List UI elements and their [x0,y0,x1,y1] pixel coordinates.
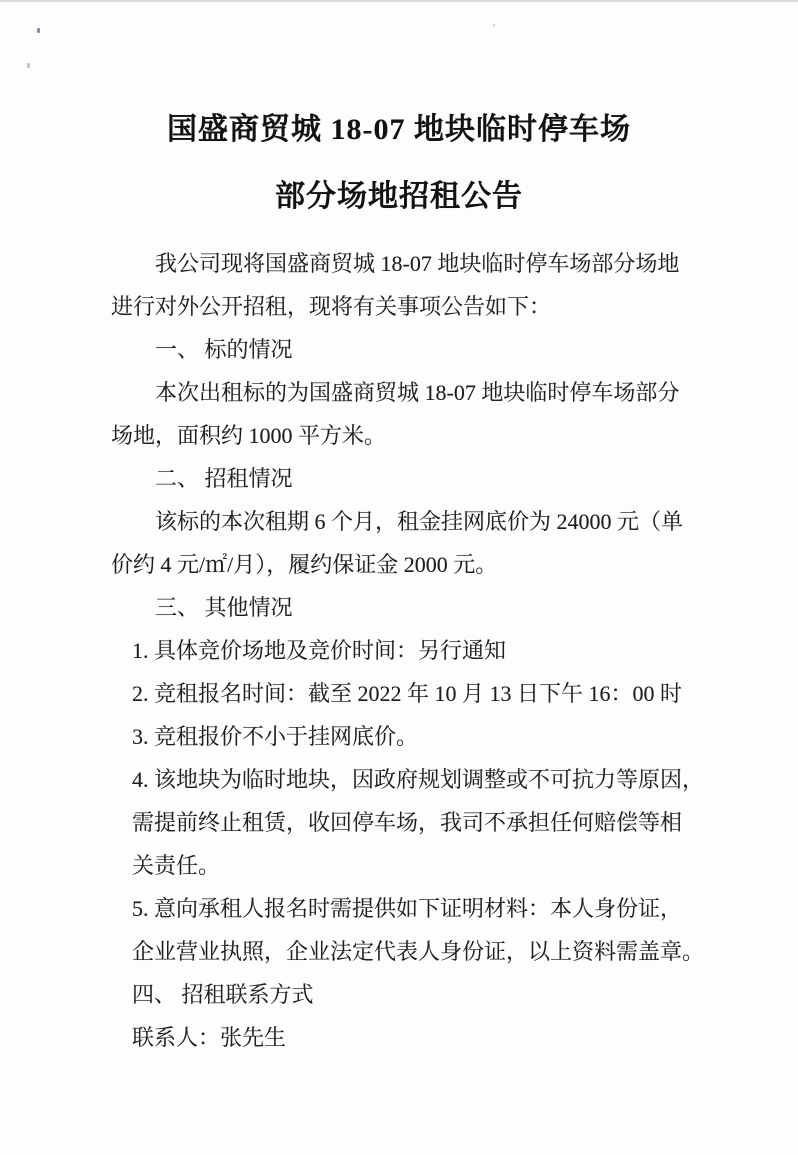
doc-line: 价约 4 元/㎡/月），履约保证金 2000 元。 [111,552,498,577]
doc-line: 进行对外公开招租，现将有关事项公告如下： [111,294,552,319]
doc-line section-heading: 四、 招租联系方式 [132,982,314,1007]
doc-line section-heading: 二、 招租情况 [155,466,293,491]
doc-line: 场地，面积约 1000 平方米。 [111,423,387,448]
doc-line: 企业营业执照，企业法定代表人身份证，以上资料需盖章。 [132,939,705,964]
document-body [111,0,705,1059]
doc-line: 本次出租标的为国盛商贸城 18-07 地块临时停车场部分 [155,380,680,405]
doc-line: 该标的本次租期 6 个月，租金挂网底价为 24000 元（单 [155,509,684,534]
scan-speck [493,24,495,27]
document-text [111,242,705,1059]
doc-line: 我公司现将国盛商贸城 18-07 地块临时停车场部分场地 [155,251,680,276]
doc-line: 联系人：张先生 [132,1025,287,1050]
scan-speck [37,28,40,33]
scan-edge-artifact [0,0,798,2]
doc-line: 关责任。 [132,853,221,878]
document-title-line-1: 国盛商贸城 18-07 地块临时停车场 [167,113,631,146]
doc-line section-heading: 一、 标的情况 [155,337,293,362]
doc-line: 4. 该地块为临时地块，因政府规划调整或不可抗力等原因， [132,767,705,792]
scan-speck [27,63,30,68]
doc-line section-heading: 三、 其他情况 [155,595,293,620]
doc-line: 5. 意向承租人报名时需提供如下证明材料：本人身份证， [132,896,683,921]
doc-line: 3. 竞租报价不小于挂网底价。 [132,724,419,749]
document-title-line-2: 部分场地招租公告 [275,180,523,213]
doc-line: 2. 竞租报名时间：截至 2022 年 10 月 13 日下午 16：00 时 [132,681,683,706]
doc-line: 需提前终止租赁，收回停车场，我司不承担任何赔偿等相 [132,810,683,835]
doc-line: 1. 具体竞价场地及竞价时间：另行通知 [132,638,507,663]
